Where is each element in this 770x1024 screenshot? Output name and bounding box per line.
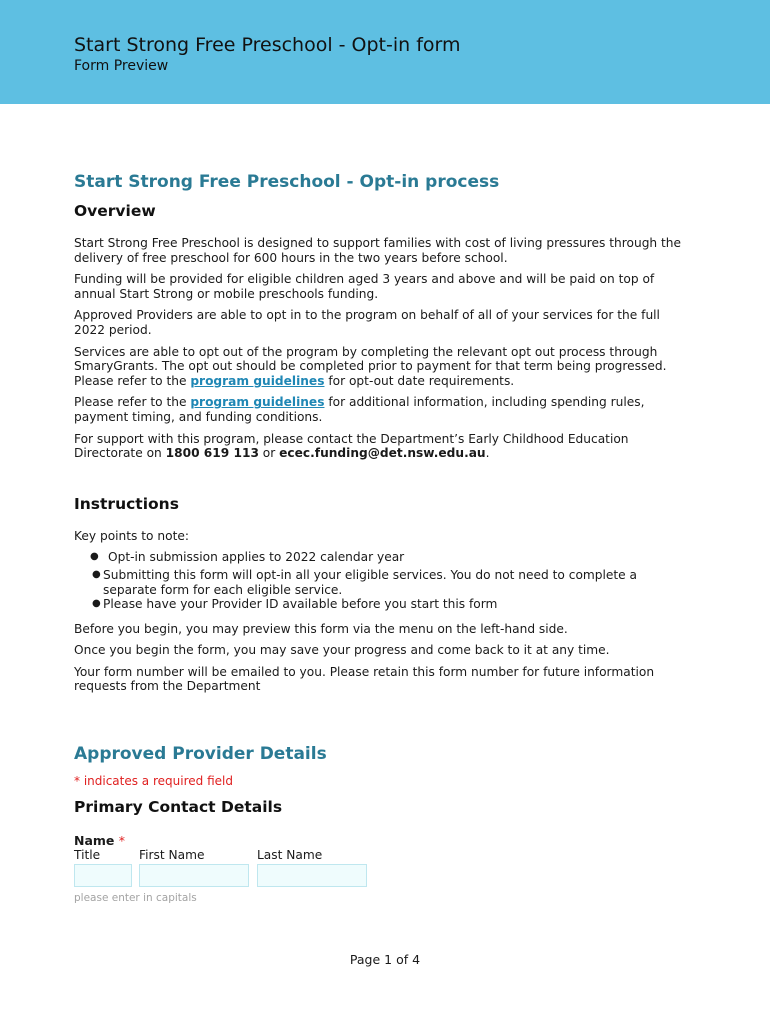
- list-item: ● Opt-in submission applies to 2022 calendar year: [90, 550, 405, 565]
- support-email: ecec.funding@det.nsw.edu.au: [279, 446, 486, 461]
- heading-instructions: Instructions: [74, 494, 179, 513]
- required-field-note: * indicates a required field: [74, 774, 233, 789]
- form-subtitle: Form Preview: [74, 58, 169, 74]
- overview-paragraph-3: Approved Providers are able to opt in to the program on behalf of all of your services for the full 2022 period.: [74, 308, 660, 337]
- bullet-icon: ●: [92, 598, 101, 610]
- overview-paragraph-4: Services are able to opt out of the program by completing the relevant opt out process through SmaryGrants. The opt out should be completed prior to payment for that term being progressed. Please refer to the program guidelines for opt-out date requirements.: [74, 344, 667, 388]
- first-name-label: First Name: [139, 848, 205, 863]
- last-name-input[interactable]: [257, 864, 367, 887]
- heading-overview: Overview: [74, 202, 156, 220]
- header-banner: [0, 0, 770, 104]
- list-item: ● Submitting this form will opt-in all your eligible services. You do not need to complete a separate form for each eligible service.: [92, 567, 638, 597]
- name-column-labels: [74, 848, 694, 864]
- title-label: Title: [74, 848, 101, 863]
- list-item: ● Please have your Provider ID available before you start this form: [92, 597, 498, 612]
- support-phone: 1800 619 113: [165, 446, 259, 461]
- form-title: Start Strong Free Preschool - Opt-in form: [74, 34, 461, 56]
- section-title-opt-in-process: Start Strong Free Preschool - Opt-in process: [74, 172, 500, 192]
- section-title-approved-provider: Approved Provider Details: [74, 744, 327, 765]
- overview-paragraph-6: For support with this program, please contact the Department’s Early Childhood Education Directorate on 1800 619 113 or ecec.funding@det.nsw.edu.au.: [74, 431, 629, 461]
- page-number: Page 1 of 4: [349, 952, 421, 967]
- overview-paragraph-2: Funding will be provided for eligible children aged 3 years and above and will be paid on top of annual Start Strong or mobile preschools funding.: [74, 272, 655, 301]
- bullet-icon: ●: [90, 551, 99, 563]
- name-inputs: [74, 864, 694, 892]
- name-field-label: Name *: [74, 833, 126, 849]
- overview-paragraph-5: Please refer to the program guidelines for additional information, including spending rules, payment timing, and funding conditions.: [74, 395, 645, 424]
- program-guidelines-link[interactable]: program guidelines: [190, 395, 325, 410]
- heading-primary-contact: Primary Contact Details: [74, 798, 283, 817]
- form-content: [74, 171, 694, 904]
- program-guidelines-link[interactable]: program guidelines: [190, 373, 325, 388]
- title-input[interactable]: [74, 864, 132, 887]
- last-name-label: Last Name: [257, 848, 323, 863]
- required-star: *: [118, 833, 126, 849]
- instructions-paragraph-3: Your form number will be emailed to you. Please retain this form number for future information requests from the Department: [74, 664, 655, 694]
- bullet-icon: ●: [92, 568, 101, 580]
- instructions-paragraph-1: Before you begin, you may preview this form via the menu on the left-hand side.: [74, 621, 568, 636]
- instructions-paragraph-2: Once you begin the form, you may save your progress and come back to it at any time.: [74, 643, 610, 658]
- overview-paragraph-1: Start Strong Free Preschool is designed to support families with cost of living pressures through the delivery of free preschool for 600 hours in the two years before school.: [74, 236, 682, 265]
- instructions-intro: Key points to note:: [74, 528, 189, 543]
- first-name-input[interactable]: [139, 864, 249, 887]
- key-points-list: [74, 550, 694, 611]
- capitals-hint: please enter in capitals: [74, 892, 197, 905]
